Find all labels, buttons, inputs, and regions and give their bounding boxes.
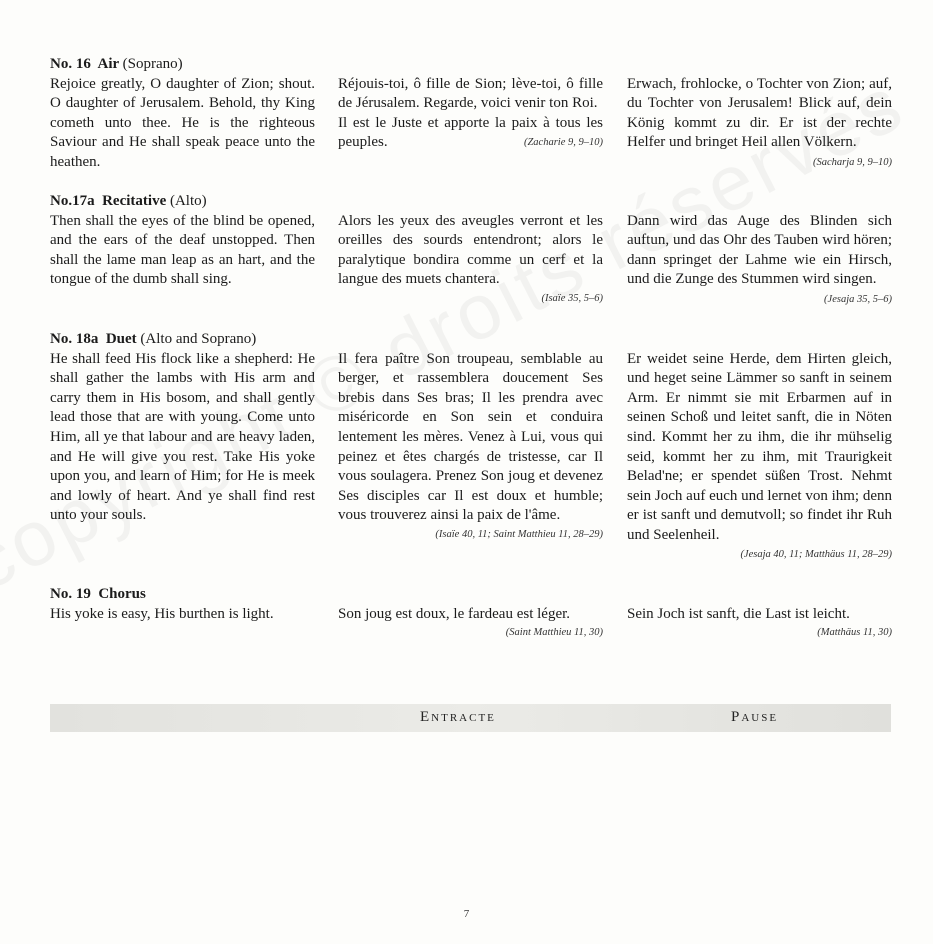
french-reference: (Saint Matthieu 11, 30): [505, 627, 603, 639]
section-19-german: [627, 605, 892, 642]
section-17a-english: [50, 192, 315, 290]
section-17a-german: [627, 212, 892, 310]
english-text: His yoke is easy, His burthen is light.: [50, 605, 274, 622]
french-text: Son joug est doux, le fardeau est léger.: [338, 605, 571, 622]
section-number: No. 16: [50, 56, 91, 72]
english-text: Then shall the eyes of the blind be opened, and the ears of the deaf unstopped. Then shall the lame man leap as an hart, and the tongue of the dumb shall sing.: [50, 212, 315, 288]
section-16-english: [50, 55, 315, 173]
section-title: Recitative: [102, 193, 167, 209]
french-text: Réjouis-toi, ô fille de Sion; lève-toi, ô fille de Jérusalem. Regarde, voici venir ton Roi.: [338, 75, 603, 112]
section-18a-french: [338, 350, 603, 543]
german-paragraph: [627, 75, 892, 168]
section-voice: (Alto and Soprano): [140, 331, 257, 347]
pause-label: Pause: [731, 709, 779, 725]
french-text-2: [338, 114, 603, 153]
section-title: Duet: [105, 331, 137, 347]
section-number: No.17a: [50, 193, 95, 209]
section-17a-french: [338, 212, 603, 307]
section-18a-english: [50, 330, 315, 526]
section-title: Air: [97, 56, 119, 72]
french-reference: (Isaïe 40, 11; Saint Matthieu 11, 28–29): [435, 528, 603, 540]
german-reference: (Matthäus 11, 30): [817, 627, 892, 639]
page-number: 7: [463, 908, 470, 920]
section-number: No. 19: [50, 586, 91, 602]
french-text-2-body: Il est le Juste et apporte la paix à tous les peuples.: [338, 114, 603, 151]
french-text: Alors les yeux des aveugles verront et les oreilles des sourds entendront; alors le paralytique bondira comme un cerf et la langue des muets chantera.: [338, 212, 603, 288]
section-16-french: [338, 75, 603, 153]
section-number: No. 18a: [50, 331, 99, 347]
section-19-english: [50, 585, 315, 624]
section-title: Chorus: [98, 586, 146, 602]
german-text: Dann wird das Auge des Blinden sich auftun, und das Ohr des Tauben wird hören; dann springet der Lahme wie ein Hirsch, und die Zunge des Stummen wird singen.: [627, 212, 892, 288]
french-reference: (Isaïe 35, 5–6): [541, 292, 603, 304]
german-text: Erwach, frohlocke, o Tochter von Zion; auf, du Tochter von Jerusalem! Blick auf, dein König kommt zu dir. Er ist der rechte Helfer und bringet Heil allen Völkern.: [627, 75, 892, 151]
section-18a-german: [627, 350, 892, 563]
german-reference: (Sacharja 9, 9–10): [812, 156, 892, 168]
section-19-french: [338, 605, 603, 642]
section-heading: [50, 585, 315, 605]
german-reference: (Jesaja 40, 11; Matthäus 11, 28–29): [740, 548, 892, 560]
french-text: Il fera paître Son troupeau, semblable au berger, et rassemblera doucement Ses brebis dans Ses bras; Il les prendra avec miséricorde en Son sein et conduira lentement les mères. Venez à Lui, vous qui peinez et êtes chargés de tristesse, car Il vous soulagera. Prenez Son joug et devenez Ses disciples car Il est doux et humble; vous trouverez ainsi la paix de l'âme.: [338, 350, 603, 524]
english-text: Rejoice greatly, O daughter of Zion; shout. O daughter of Jerusalem. Behold, thy King cometh unto thee. He is the righteous Saviour and He shall speak peace unto the heathen.: [50, 75, 315, 170]
english-text: He shall feed His flock like a shepherd: He shall gather the lambs with His arm and carry them in His bosom, and shall gently lead those that are with young. Come unto Him, all ye that labour and are heavy laden, and He will give you rest. Take His yoke upon you, and learn of Him; for He is meek and lowly of heart. And ye shall find rest unto your souls.: [50, 350, 315, 524]
section-heading: [50, 55, 315, 75]
section-heading: [50, 330, 315, 350]
german-text: Sein Joch ist sanft, die Last ist leicht.: [627, 605, 850, 622]
section-heading: [50, 192, 315, 212]
german-text: Er weidet seine Herde, dem Hirten gleich, und heget seine Lämmer so sanft in seinem Arm. Er nimmt sie mit Erbarmen auf in seinen Schoß und leitet sanft, die in Nöten sind. Kommt her zu ihm, die ihr mühselig seid, kommt her zu ihm, mit Traurigkeit Belad'ne; er spendet süßen Trost. Nehmt sein Joch auf euch und lernet von ihm; denn er ist sanft und demutvoll; so findet ihr Ruh und Seelenheil.: [627, 350, 892, 543]
french-reference: (Zacharie 9, 9–10): [523, 137, 603, 149]
german-reference: (Jesaja 35, 5–6): [824, 293, 892, 305]
entracte-label: Entracte: [420, 709, 496, 725]
section-16-german: [627, 75, 892, 173]
section-voice: (Soprano): [122, 56, 183, 72]
section-voice: (Alto): [169, 193, 207, 209]
german-paragraph: [627, 212, 892, 305]
